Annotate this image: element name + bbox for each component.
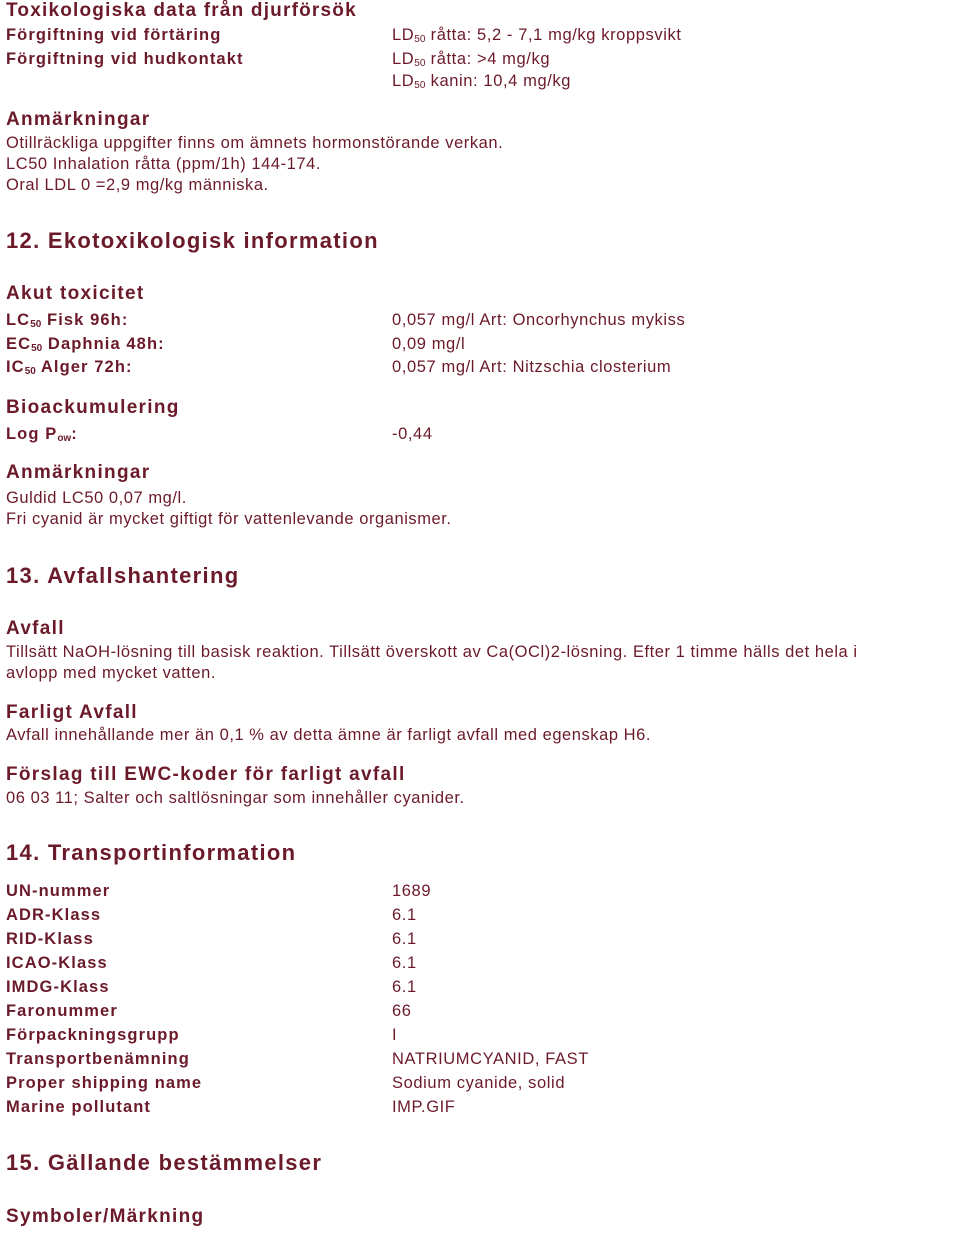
transport-label: UN-nummer <box>6 882 111 900</box>
skin-contact-value-rabbit: $LD_{50}$ kanin: 10,4 mg/kg <box>392 72 572 91</box>
transport-value: 66 <box>392 1002 412 1020</box>
eco-remarks-title: Anmärkningar <box>6 462 151 483</box>
section-13-title: 13. Avfallshantering <box>6 563 240 588</box>
transport-label: Faronummer <box>6 1002 118 1020</box>
waste-title: Avfall <box>6 618 65 639</box>
transport-label: IMDG-Klass <box>6 978 110 996</box>
bioaccumulation-title: Bioackumulering <box>6 397 180 418</box>
eco-remark-line: Fri cyanid är mycket giftigt för vattenlevande organismer. <box>6 510 452 528</box>
skin-contact-label: Förgiftning vid hudkontakt <box>6 50 244 68</box>
transport-label: Förpackningsgrupp <box>6 1026 180 1044</box>
hazardous-waste-title: Farligt Avfall <box>6 702 138 723</box>
eco-remark-line: Guldid LC50 0,07 mg/l. <box>6 489 187 507</box>
transport-value: 6.1 <box>392 906 417 924</box>
ewc-codes-text: 06 03 11; Salter och saltlösningar som innehåller cyanider. <box>6 789 465 807</box>
transport-value: NATRIUMCYANID, FAST <box>392 1050 589 1068</box>
transport-value: Sodium cyanide, solid <box>392 1074 566 1092</box>
transport-label: Transportbenämning <box>6 1050 190 1068</box>
section-12-title: 12. Ekotoxikologisk information <box>6 228 379 253</box>
symbols-labeling-title: Symboler/Märkning <box>6 1206 205 1227</box>
acute-row-value: 0,09 mg/l <box>392 335 466 353</box>
acute-toxicity-title: Akut toxicitet <box>6 283 145 304</box>
transport-label: Proper shipping name <box>6 1074 203 1092</box>
tox-remark-line: Otillräckliga uppgifter finns om ämnets hormonstörande verkan. <box>6 134 504 152</box>
skin-contact-value: $LD_{50}$ råtta: >4 mg/kg <box>392 50 551 69</box>
transport-value: IMP.GIF <box>392 1098 456 1116</box>
transport-label: ADR-Klass <box>6 906 102 924</box>
waste-text-line: Tillsätt NaOH-lösning till basisk reaktion. Tillsätt överskott av Ca(OCl)2-lösning. Efter 1 timme hälls det hela i <box>6 643 858 661</box>
transport-value: I <box>392 1026 398 1044</box>
tox-section-title: Toxikologiska data från djurförsök <box>6 0 357 21</box>
acute-row-label: $LC_{50}$ Fisk 96h: <box>6 311 129 330</box>
acute-row-label: $IC_{50}$ Alger 72h: <box>6 358 133 377</box>
acute-row-value: 0,057 mg/l Art: Nitzschia closterium <box>392 358 672 376</box>
transport-value: 6.1 <box>392 978 417 996</box>
section-15-title: 15. Gällande bestämmelser <box>6 1150 323 1175</box>
log-pow-value: -0,44 <box>392 425 433 443</box>
transport-value: 6.1 <box>392 954 417 972</box>
tox-remark-line: Oral LDL 0 =2,9 mg/kg människa. <box>6 176 269 194</box>
waste-text-line: avlopp med mycket vatten. <box>6 664 217 682</box>
transport-label: ICAO-Klass <box>6 954 108 972</box>
section-14-title: 14. Transportinformation <box>6 840 297 865</box>
tox-remarks-title: Anmärkningar <box>6 109 151 130</box>
acute-row-value: 0,057 mg/l Art: Oncorhynchus mykiss <box>392 311 686 329</box>
log-pow-label: Log $P_{ow}$: <box>6 425 78 444</box>
transport-label: Marine pollutant <box>6 1098 152 1116</box>
hazardous-waste-text: Avfall innehållande mer än 0,1 % av detta ämne är farligt avfall med egenskap H6. <box>6 726 652 744</box>
tox-remark-line: LC50 Inhalation råtta (ppm/1h) 144-174. <box>6 155 321 173</box>
transport-value: 1689 <box>392 882 432 900</box>
acute-row-label: $EC_{50}$ Daphnia 48h: <box>6 335 165 354</box>
transport-label: RID-Klass <box>6 930 94 948</box>
ewc-codes-title: Förslag till EWC-koder för farligt avfall <box>6 764 406 785</box>
ingestion-value: $LD_{50}$ råtta: 5,2 - 7,1 mg/kg kroppsvikt <box>392 26 682 45</box>
transport-value: 6.1 <box>392 930 417 948</box>
ingestion-label: Förgiftning vid förtäring <box>6 26 222 44</box>
